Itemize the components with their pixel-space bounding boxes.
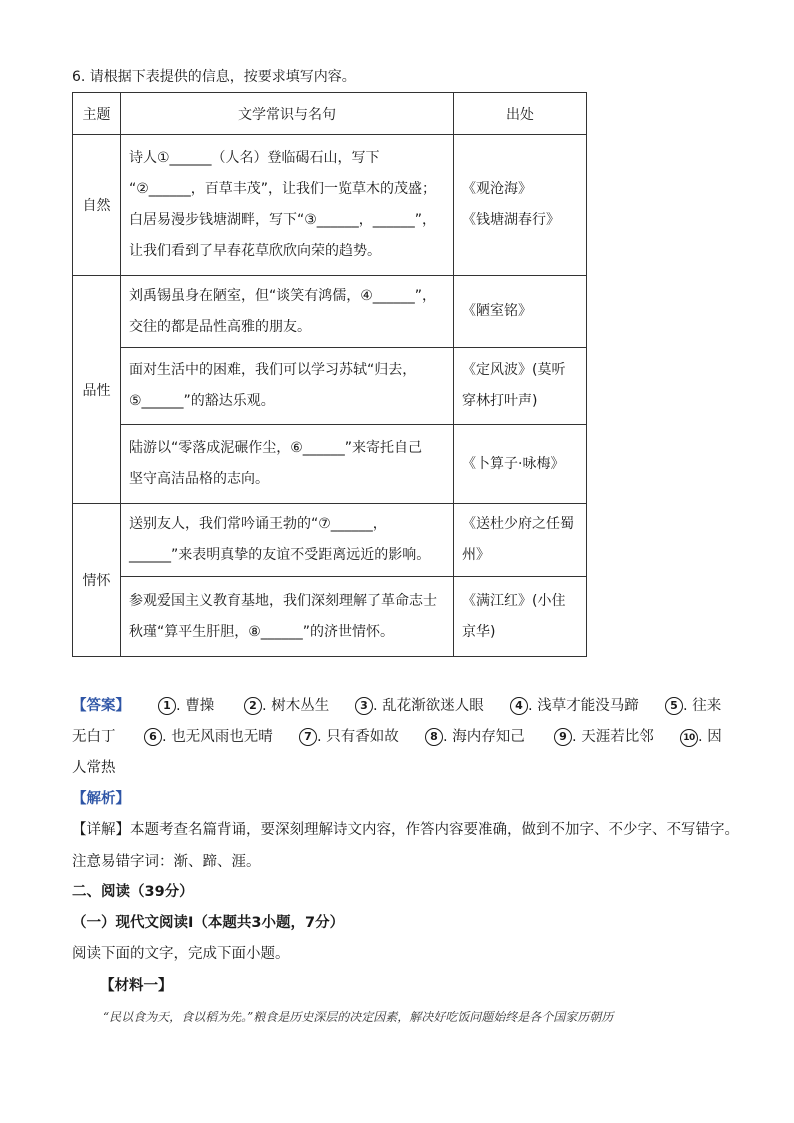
content-line: ______”来表明真挚的友谊不受距离远近的影响。 (129, 547, 431, 563)
source-line: 穿林打叶声) (462, 393, 538, 409)
content-line: 秋瑾“算平生肝胆，⑧______”的济世情怀。 (129, 623, 395, 640)
answer-line-2 (72, 725, 732, 747)
table-header-row (73, 93, 587, 135)
content-line: “②______，百草丰茂”，让我们一览草木的茂盛； (129, 181, 437, 197)
analysis-detail (72, 818, 739, 839)
answer-item (425, 725, 525, 746)
analysis-tag: 【解析】 (72, 791, 130, 807)
content-line: ⑤______”的豁达乐观。 (129, 393, 275, 409)
answer-item (158, 694, 214, 715)
answer-item (554, 725, 654, 746)
source-line: 《送杜少府之任蜀 (462, 516, 574, 532)
table-row (73, 504, 587, 577)
material-text: “民以食为天，食以稻为先。”粮食是历史深层的决定因素，解决好吃饭问题始终是各个国家历朝历 (103, 1010, 614, 1024)
question-title: 6. 请根据下表提供的信息，按要求填写内容。 (72, 69, 356, 85)
content-cell (121, 504, 454, 577)
answer-text: . 只有香如故 (317, 729, 399, 745)
answer-item (299, 725, 399, 746)
answer-text: . 树木丛生 (262, 698, 330, 714)
section-instruction: 阅读下面的文字，完成下面小题。 (72, 946, 290, 962)
content-line: 面对生活中的困难，我们可以学习苏轼“归去， (129, 362, 417, 378)
answer-item (665, 694, 721, 715)
answer-text: . 乱花渐欲迷人眼 (373, 698, 484, 714)
source-line: 《定风波》(莫听 (462, 362, 566, 378)
content-line: 让我们看到了早春花草欣欣向荣的趋势。 (129, 243, 381, 259)
source-line: 《钱塘湖春行》 (462, 212, 560, 228)
answer-tag: 【答案】 (72, 698, 130, 714)
number-badge: 5 (665, 697, 683, 715)
answer-text: . 海内存知己 (443, 729, 525, 745)
analysis-note: 注意易错字词：渐、蹄、涯。 (72, 854, 261, 870)
section-subheading: （一）现代文阅读Ⅰ（本题共3小题，7分） (72, 915, 345, 931)
content-cell (121, 276, 454, 348)
number-badge: 4 (510, 697, 528, 715)
answer-text: . 浅草才能没马蹄 (528, 698, 639, 714)
source-line: 《陋室铭》 (462, 303, 532, 319)
table-row (73, 425, 587, 504)
source-cell (454, 276, 587, 348)
header-source: 出处 (454, 93, 587, 135)
source-cell (454, 135, 587, 276)
content-line: 参观爱国主义教育基地，我们深刻理解了革命志士 (129, 592, 437, 609)
source-line: 州》 (462, 547, 490, 563)
content-cell (121, 425, 454, 504)
source-line: 《满江红》(小住 (462, 592, 566, 609)
content-line: 坚守高洁品格的志向。 (129, 471, 269, 487)
content-line: 诗人①______（人名）登临碣石山，写下 (129, 150, 380, 166)
detail-tag: 【详解】 (72, 822, 130, 838)
number-badge: 2 (244, 697, 262, 715)
source-line: 京华) (462, 623, 496, 640)
answer-text: 无白丁 (72, 729, 116, 745)
detail-text: 本题考查名篇背诵，要深刻理解诗文内容，作答内容要准确，做到不加字、不少字、不写错字。 (130, 822, 739, 838)
number-badge: 9 (554, 728, 572, 746)
content-cell (121, 135, 454, 276)
content-line: 送别友人，我们常吟诵王勃的“⑦______， (129, 516, 387, 532)
table-row (73, 348, 587, 425)
header-content: 文学常识与名句 (121, 93, 454, 135)
content-line: 交往的都是品性高雅的朋友。 (129, 318, 311, 335)
header-theme: 主题 (73, 93, 121, 135)
answer-line-1 (72, 694, 732, 716)
source-line: 《卜算子·咏梅》 (462, 455, 565, 472)
number-badge: 8 (425, 728, 443, 746)
table-row (73, 276, 587, 348)
number-badge: 3 (355, 697, 373, 715)
answer-text: . 也无风雨也无晴 (162, 729, 273, 745)
answer-text: . 天涯若比邻 (572, 729, 654, 745)
source-line: 《观沧海》 (462, 181, 532, 197)
content-cell (121, 348, 454, 425)
answer-text: 人常热 (72, 760, 116, 776)
source-cell (454, 425, 587, 504)
number-badge: 10 (680, 729, 698, 747)
answer-item (244, 694, 329, 715)
content-line: 白居易漫步钱塘湖畔，写下“③______，______”， (129, 212, 437, 228)
theme-cell: 自然 (73, 135, 121, 276)
source-cell (454, 504, 587, 577)
content-line: 陆游以“零落成泥碾作尘，⑥______”来寄托自己 (129, 440, 423, 456)
material-label: 【材料一】 (100, 978, 173, 994)
answer-text: . 曹操 (176, 698, 215, 714)
number-badge: 1 (158, 697, 176, 715)
answer-text: . 因 (698, 729, 722, 745)
table-row (73, 135, 587, 276)
answer-item (680, 725, 722, 747)
section-heading: 二、阅读（39分） (72, 884, 194, 900)
literature-table (72, 92, 587, 657)
answer-text: . 往来 (683, 698, 722, 714)
answer-item (510, 694, 639, 715)
theme-cell: 品性 (73, 276, 121, 504)
answer-item (355, 694, 484, 715)
source-cell (454, 577, 587, 657)
content-line: 刘禹锡虽身在陋室，但“谈笑有鸿儒，④______”， (129, 287, 437, 304)
content-cell (121, 577, 454, 657)
answer-item (144, 725, 273, 746)
theme-cell: 情怀 (73, 504, 121, 657)
number-badge: 7 (299, 728, 317, 746)
table-row (73, 577, 587, 657)
number-badge: 6 (144, 728, 162, 746)
source-cell (454, 348, 587, 425)
